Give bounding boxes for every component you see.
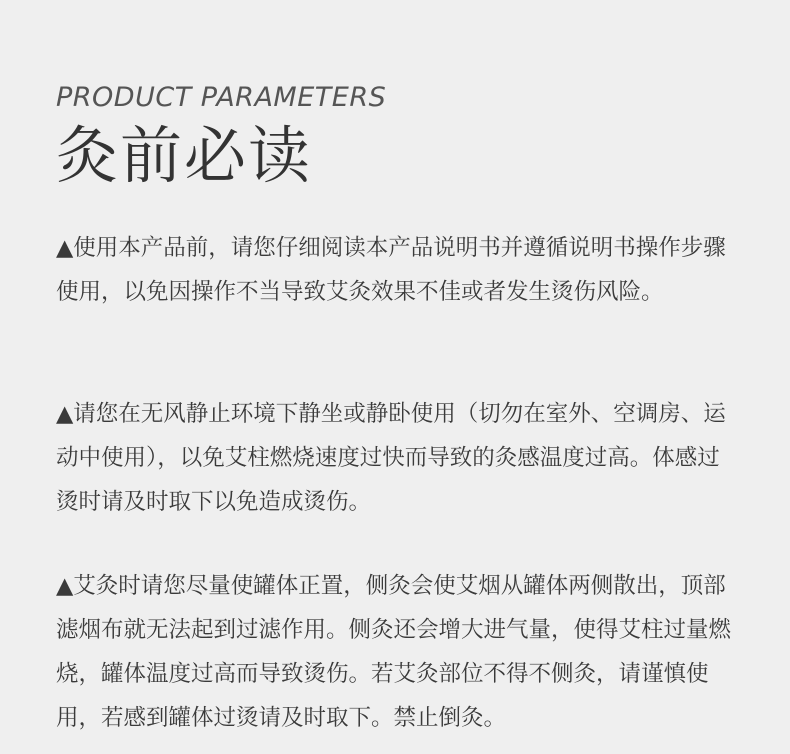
instruction-paragraph-1: ▲使用本产品前，请您仔细阅读本产品说明书并遵循说明书操作步骤使用，以免因操作不当导致艾灸效果不佳或者发生烫伤风险。 xyxy=(56,235,726,305)
page-title: 灸前必读 xyxy=(56,119,313,192)
instruction-paragraph-3: ▲艾灸时请您尽量使罐体正置，侧灸会使艾烟从罐体两侧散出，顶部滤烟布就无法起到过滤作用。侧灸还会增大进气量，使得艾柱过量燃烧，罐体温度过高而导致烫伤。若艾灸部位不得不侧灸，请谨慎使用，若感到罐体过烫请及时取下。禁止倒灸。 xyxy=(56,573,732,731)
section-subtitle: PRODUCT PARAMETERS xyxy=(56,82,387,113)
instruction-paragraph-2: ▲请您在无风静止环境下静坐或静卧使用（切勿在室外、空调房、运动中使用），以免艾柱燃烧速度过快而导致的灸感温度过高。体感过烫时请及时取下以免造成烫伤。 xyxy=(56,401,726,515)
